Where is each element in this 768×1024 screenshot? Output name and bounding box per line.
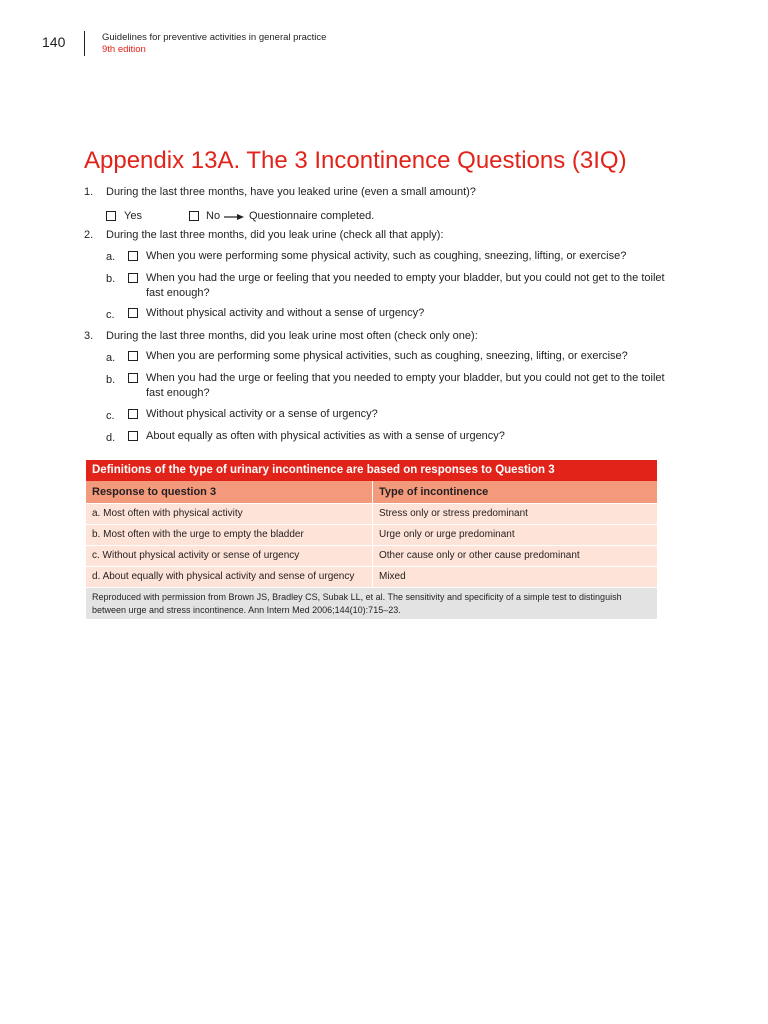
definitions-table: [86, 460, 657, 619]
table-row: [86, 503, 657, 524]
column-header-response: Response to question 3: [86, 481, 373, 503]
table-cell: d. About equally with physical activity and sense of urgency: [86, 567, 373, 587]
table-row: [86, 545, 657, 566]
table-title: Definitions of the type of urinary incontinence are based on responses to Question 3: [86, 460, 657, 481]
table-source-note: Reproduced with permission from Brown JS, Bradley CS, Subak LL, et al. The sensitivity and specificity of a simple test to distinguish between urge and stress incontinence. Ann Intern Med 2006;144(10):715–23.: [86, 587, 657, 619]
table-cell: Mixed: [379, 571, 406, 582]
option-letter: a.: [106, 352, 116, 364]
q2-option-c-checkbox[interactable]: [128, 308, 138, 318]
page-title: Appendix 13A. The 3 Incontinence Questions (3IQ): [84, 147, 627, 174]
option-letter: d.: [106, 432, 116, 444]
option-letter: c.: [106, 309, 115, 321]
table-row: [86, 566, 657, 587]
yes-label: Yes: [124, 210, 142, 222]
table-cell: Urge only or urge predominant: [379, 529, 515, 540]
q3-option-b-checkbox[interactable]: [128, 373, 138, 383]
q3-option-d-checkbox[interactable]: [128, 431, 138, 441]
q3-option-c-text: Without physical activity or a sense of urgency?: [146, 408, 378, 420]
question-1-text: During the last three months, have you leaked urine (even a small amount)?: [106, 186, 476, 198]
table-header-row: [86, 481, 657, 503]
table-row: [86, 524, 657, 545]
q3-option-d-text: About equally as often with physical activities as with a sense of urgency?: [146, 430, 505, 442]
question-1-number: 1.: [84, 186, 94, 198]
no-checkbox[interactable]: [189, 211, 199, 221]
q2-option-c-text: Without physical activity and without a sense of urgency?: [146, 307, 425, 319]
table-cell: a. Most often with physical activity: [86, 504, 373, 524]
table-cell: Stress only or stress predominant: [379, 508, 528, 519]
q2-option-b-checkbox[interactable]: [128, 273, 138, 283]
question-3-text: During the last three months, did you leak urine most often (check only one):: [106, 330, 478, 342]
q3-option-a-checkbox[interactable]: [128, 351, 138, 361]
document-edition: 9th edition: [102, 44, 146, 55]
yes-checkbox[interactable]: [106, 211, 116, 221]
question-2-text: During the last three months, did you leak urine (check all that apply):: [106, 229, 444, 241]
column-header-type: Type of incontinence: [379, 486, 489, 498]
document-title: Guidelines for preventive activities in general practice: [102, 32, 327, 43]
table-cell: b. Most often with the urge to empty the bladder: [86, 525, 373, 545]
option-letter: b.: [106, 273, 116, 285]
questionnaire-completed-label: Questionnaire completed.: [249, 210, 375, 222]
option-letter: a.: [106, 251, 116, 263]
table-cell: c. Without physical activity or sense of urgency: [86, 546, 373, 566]
q3-option-c-checkbox[interactable]: [128, 409, 138, 419]
table-cell: Other cause only or other cause predominant: [379, 550, 580, 561]
q3-option-a-text: When you are performing some physical activities, such as coughing, sneezing, lifting, or exercise?: [146, 350, 628, 362]
question-2-number: 2.: [84, 229, 94, 241]
page-number: 140: [42, 34, 66, 50]
q3-option-b-text: When you had the urge or feeling that you needed to empty your bladder, but you could not get to the toilet fast enough?: [146, 372, 665, 399]
option-letter: c.: [106, 410, 115, 422]
question-3-number: 3.: [84, 330, 94, 342]
q2-option-a-checkbox[interactable]: [128, 251, 138, 261]
page-header: [0, 0, 768, 70]
option-letter: b.: [106, 374, 116, 386]
header-divider: [84, 31, 85, 56]
q2-option-b-text: When you had the urge or feeling that you needed to empty your bladder, but you could not get to the toilet fast enough?: [146, 272, 665, 299]
arrow-right-icon: [224, 213, 244, 221]
no-label: No: [206, 210, 221, 222]
q2-option-a-text: When you were performing some physical activity, such as coughing, sneezing, lifting, or exercise?: [146, 250, 627, 262]
